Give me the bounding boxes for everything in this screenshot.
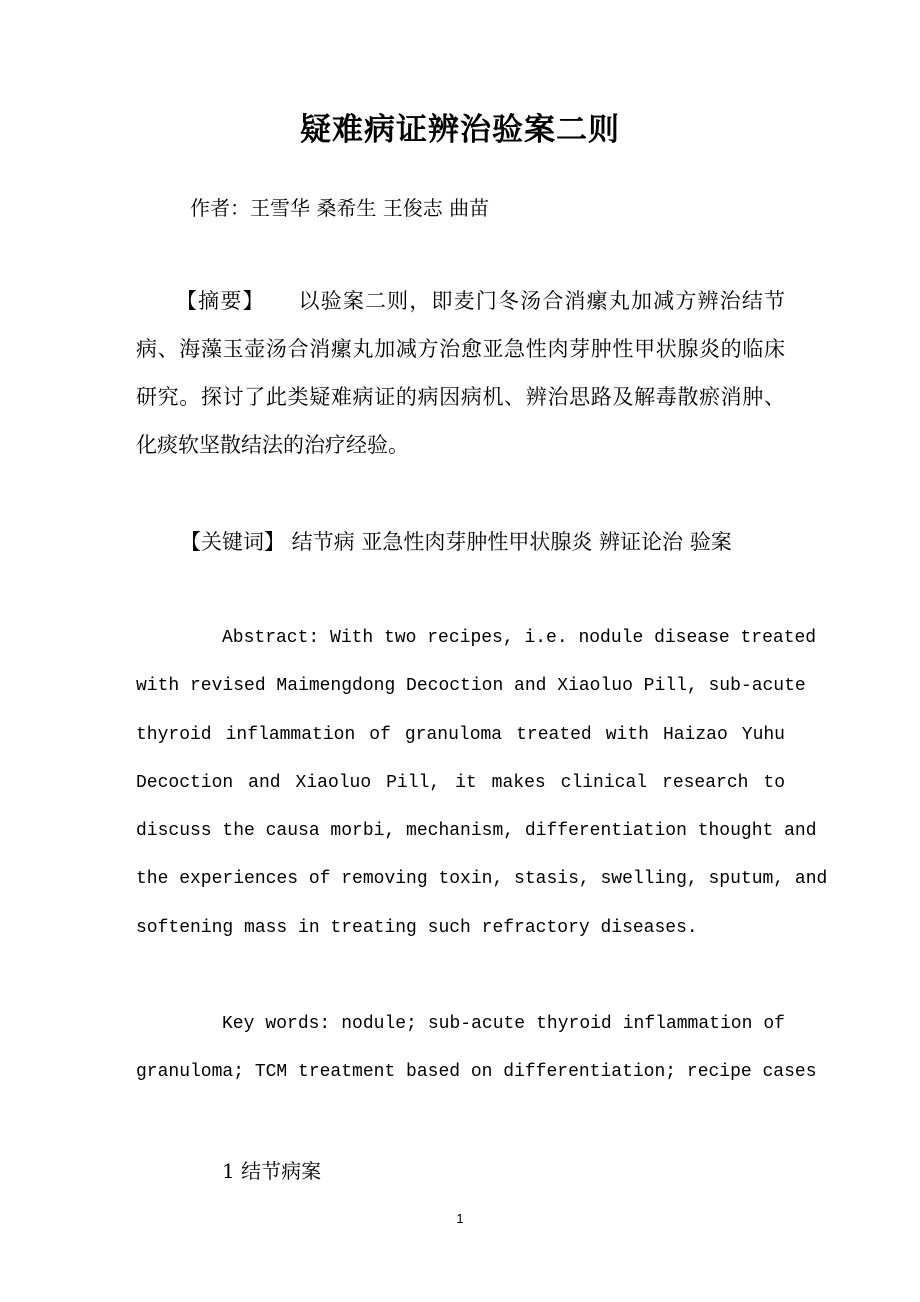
keywords-cn: 【关键词】 结节病 亚急性肉芽肿性甲状腺炎 辨证论治 验案 — [180, 530, 732, 554]
abstract-cn — [136, 277, 785, 469]
abstract-en-line: Decoction and Xiaoluo Pill, it makes clinical research to — [136, 772, 785, 793]
page-title: 疑难病证辨治验案二则 — [300, 112, 620, 148]
abstract-cn-line: 化痰软坚散结法的治疗经验。 — [136, 433, 409, 457]
authors: 作者：王雪华 桑希生 王俊志 曲苗 — [190, 196, 490, 220]
abstract-en-line: the experiences of removing toxin, stasis, swelling, sputum, and — [136, 869, 828, 890]
abstract-cn-line: 【摘要】 以验案二则，即麦门冬汤合消瘰丸加减方辨治结节 — [176, 289, 785, 313]
section-heading: 1 结节病案 — [222, 1159, 322, 1183]
abstract-en-line: with revised Maimengdong Decoction and Xiaoluo Pill, sub-acute — [136, 676, 806, 697]
keywords-en-line: Key words: nodule; sub-acute thyroid inflammation of — [222, 1014, 785, 1034]
abstract-en-line: Abstract: With two recipes, i.e. nodule disease treated — [222, 628, 817, 648]
abstract-cn-line: 研究。探讨了此类疑难病证的病因病机、辨治思路及解毒散瘀消肿、 — [136, 385, 785, 409]
keywords-en — [136, 1000, 817, 1097]
abstract-en-line: softening mass in treating such refractory diseases. — [136, 917, 698, 938]
abstract-en-line: discuss the causa morbi, mechanism, differentiation thought and — [136, 821, 817, 842]
abstract-en — [136, 614, 828, 952]
abstract-cn-line: 病、海藻玉壶汤合消瘰丸加减方治愈亚急性肉芽肿性甲状腺炎的临床 — [136, 337, 785, 361]
page-number: 1 — [456, 1211, 464, 1226]
keywords-en-line: granuloma; TCM treatment based on differentiation; recipe cases — [136, 1062, 817, 1083]
abstract-en-line: thyroid inflammation of granuloma treated with Haizao Yuhu — [136, 724, 785, 745]
